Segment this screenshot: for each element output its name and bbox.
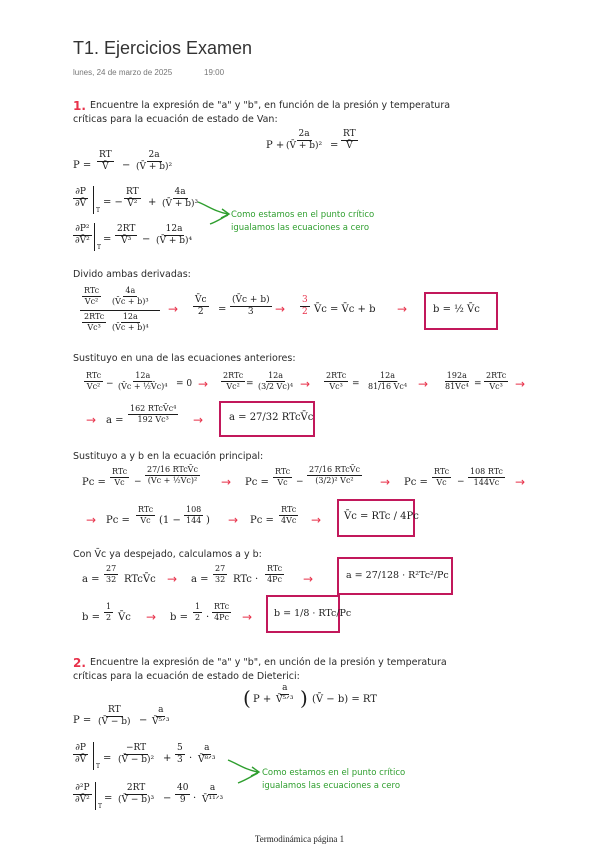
page-date: lunes, 24 de marzo de 2025 bbox=[73, 68, 173, 77]
page-time: 19:00 bbox=[204, 68, 225, 77]
with-vc-heading: Con V̄c ya despejado, calculamos a y b: bbox=[73, 549, 262, 560]
result-a: a = 27/32 RTcV̄c bbox=[229, 412, 314, 423]
section2-number: 2. bbox=[73, 656, 86, 670]
arrow: → bbox=[168, 302, 179, 316]
final-a: a = 27/128 · R²Tc²/Pc bbox=[346, 570, 449, 581]
arrow: → bbox=[86, 413, 97, 427]
substitute-heading: Sustituyo en una de las ecuaciones anteriores: bbox=[73, 353, 296, 364]
green-arrow-2 bbox=[226, 756, 266, 786]
note-page: T1. Ejercicios Examen lunes, 24 de marzo de 2025 19:00 1. Encuentre la expresión de "a" y "b", en función de la presión y temperatura críticas para la ecuación de estado de Van: P + 2a (V̄ + b)² = RT V̄ P = RT V̄ − 2a (V̄ + b)² ∂P ∂V̄ T = − RT V̄² + 4a (V̄ + b)³ ∂P² ∂V̄² T = 2RT V̄³ − 12a (V̄ + b)⁴ Como estamos en el punto crítico igualamos las ecuaciones a cero Divido ambas derivadas: RTc V̄c² 4a (V̄c + b)³ 2RTc V̄c³ 12a (V̄c + b)⁴ → V̄c 2 = (V̄c + b) 3 → 3 2 V̄c = V̄c + b → b = ½ V̄c Sustituyo en una de las ecuaciones anteriores: RTc V̄c² − 12a (V̄c + ½V̄c)⁴ = 0 → 2RTc V̄c² = 12a (3/2 V̄c)⁴ → 2RTc V̄c³ = 12a 81/16 V̄c⁴ → 192a 81V̄c⁴ = 2RTc V̄c³ → → a = 162 RTcV̄c⁴ 192 V̄c³ → a = 27/32 RTcV̄c Sustituyo a y b en la ecuación principal: Pc = RTc V̄c − 27/16 RTcV̄c (V̄c + ½V̄c)² → Pc = RTc V̄c − 27/16 RTcV̄c (3/2)² V̄c² → Pc = RTc V̄c − 108 RTc 144V̄c → → Pc = RTc V̄c (1 − 108 144 ) → Pc = RTc 4V̄c → V̄c = RTc / 4Pc Con V̄c ya despejado, calculamos a y b: a = 27 32 RTcV̄c → a = 27 32 RTc · RTc 4Pc → a = 27/128 · R²Tc²/Pc b = 1 2 V̄c → b = 1 2 · RTc 4Pc → b = 1/8 · RTc/Pc 2. Encuentre la expresión de "a" y "b", en unción de la presión y temperatura críticas para la ecuación de estado de Dieterici: ( P + a V̄⁵ᐟ³ ) (V̄ − b) = RT P = RT (V̄ − b) − a V̄⁵ᐟ³ ∂P ∂V̄ T = −RT (V̄ − b)² + 5 3 · a V̄⁸ᐟ³ ∂²P ∂V̄² T = 2RT (V̄ − b)³ − 40 9 · a V̄¹¹ᐟ³ Como estamos en el punto crítico igualamos las ecuaciones a cero Termodinámica página 1 bbox=[0, 0, 599, 848]
page-footer: Termodinámica página 1 bbox=[254, 834, 345, 844]
green-note-1-line2: igualamos las ecuaciones a cero bbox=[231, 223, 370, 233]
green-note-2-line2: igualamos las ecuaciones a cero bbox=[262, 781, 401, 791]
section2-statement-line2: críticas para la ecuación de estado de Dieterici: bbox=[73, 671, 300, 682]
divide-heading: Divido ambas derivadas: bbox=[73, 269, 191, 280]
final-b: b = 1/8 · RTc/Pc bbox=[274, 608, 352, 619]
arrow: → bbox=[86, 513, 97, 527]
section2-statement-line1: Encuentre la expresión de "a" y "b", en unción de la presión y temperatura bbox=[90, 657, 447, 668]
result-b: b = ½ V̄c bbox=[433, 304, 480, 315]
section1-statement-line1: Encuentre la expresión de "a" y "b", en función de la presión y temperatura bbox=[90, 100, 451, 111]
arrow: → bbox=[275, 302, 286, 316]
section1-statement-line2: críticas para la ecuación de estado de Van: bbox=[73, 114, 278, 125]
arrow: → bbox=[193, 413, 204, 427]
arrow: → bbox=[397, 302, 408, 316]
result-vc: V̄c = RTc / 4Pc bbox=[344, 511, 419, 522]
green-arrow-1 bbox=[196, 198, 236, 228]
section1-number: 1. bbox=[73, 99, 86, 113]
green-note-1-line1: Como estamos en el punto crítico bbox=[231, 210, 375, 220]
green-note-2-line1: Como estamos en el punto crítico bbox=[262, 768, 406, 778]
arrow: → bbox=[311, 513, 322, 527]
substitute-ab-heading: Sustituyo a y b en la ecuación principal: bbox=[73, 451, 264, 462]
arrow: → bbox=[228, 513, 239, 527]
page-title: T1. Ejercicios Examen bbox=[73, 38, 253, 58]
